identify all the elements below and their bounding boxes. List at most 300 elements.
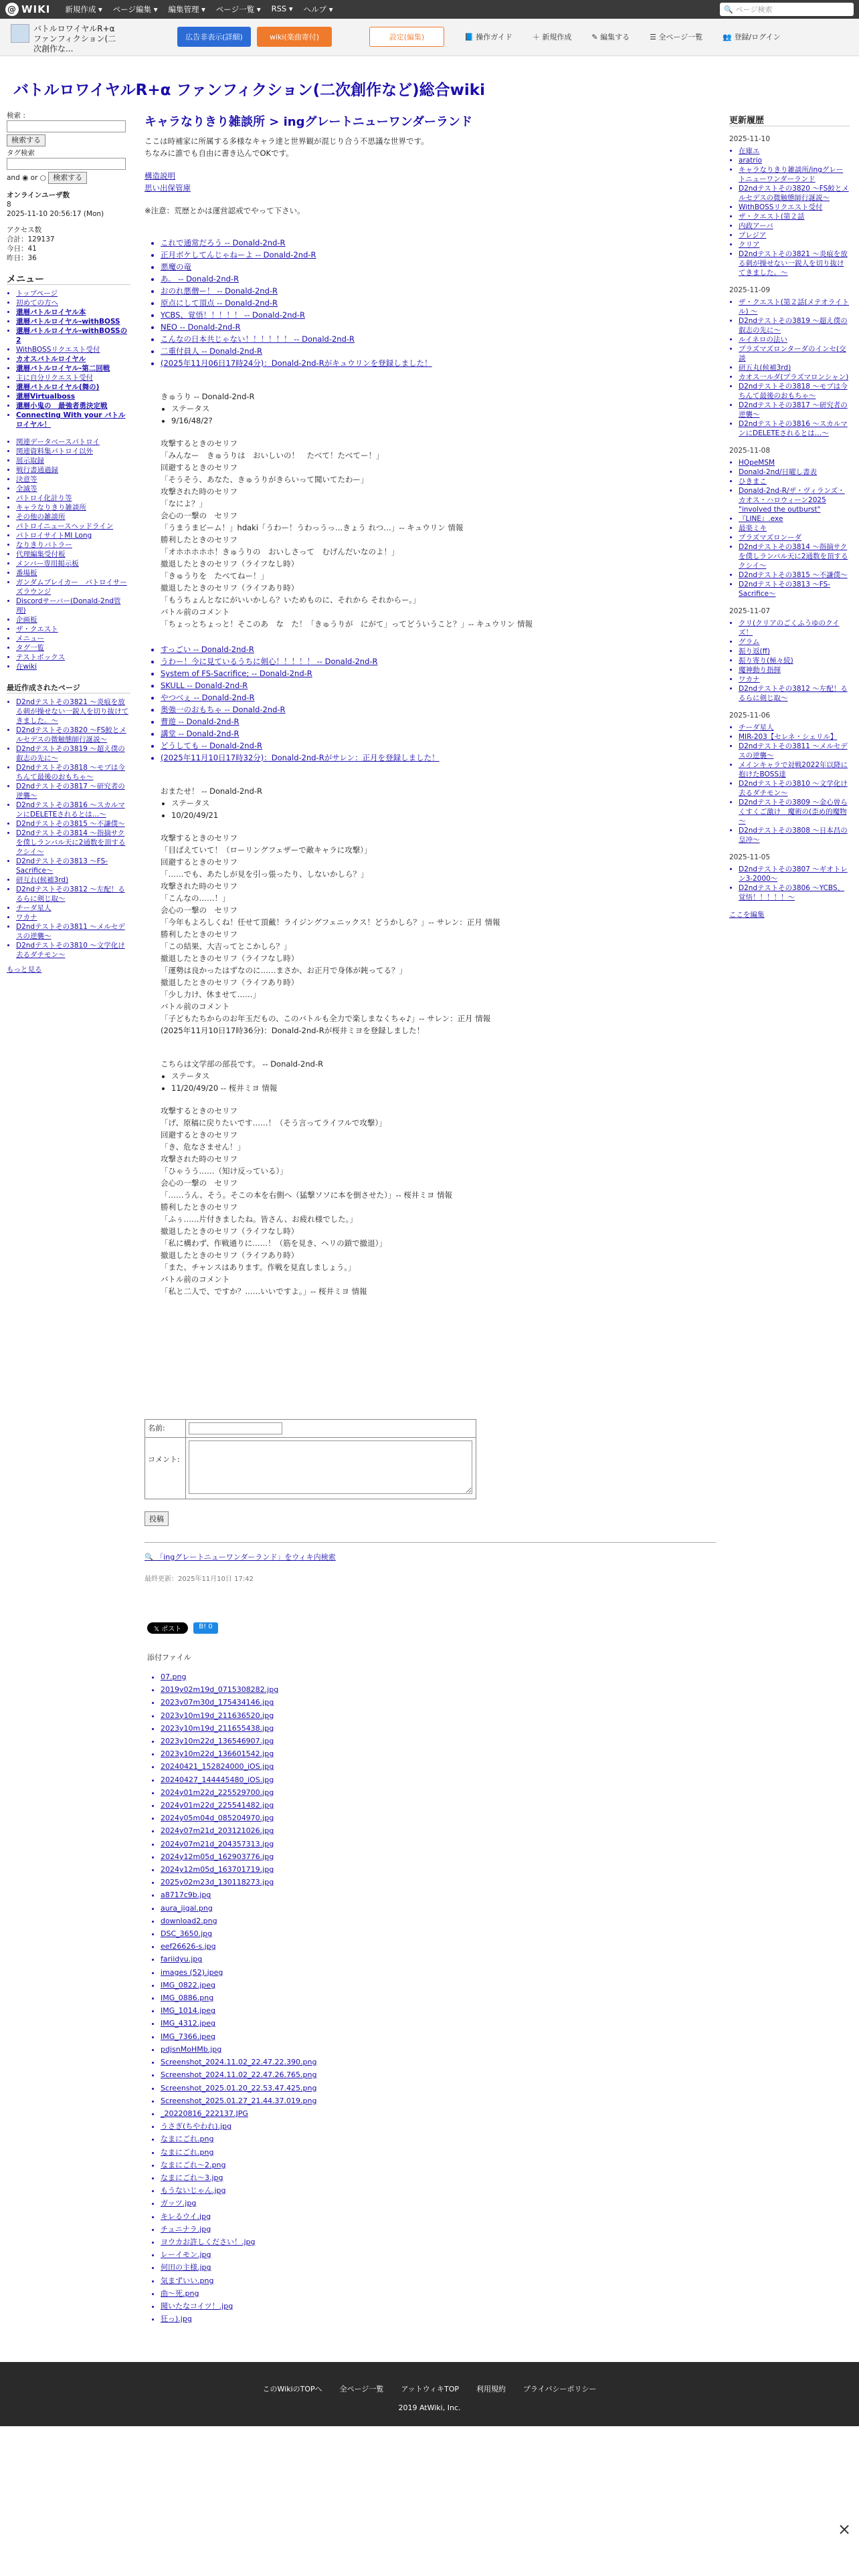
comment-item[interactable]: • こんなの日本共じゃない！！！！！！ -- Donald-2nd-R [161,333,716,345]
comment-item[interactable]: • あ。 -- Donald-2nd-R [161,273,716,285]
block-line: (2025年11月10日17時36分)：Donald-2nd-Rが桜井ミヨを登録しました！ [161,1026,425,1035]
menu-item[interactable]: • 還暦Virtualboss [16,392,130,401]
block-line: 撤退したときのセリフ（ライフなし時） [161,1226,299,1236]
block-line: 「運勢は良かったはずなのに……まさか、お正月で身体が鈍ってる？」 [161,966,407,975]
attachment-link[interactable]: • 2019y02m19d_0715308282.jpg [161,1683,316,1696]
update-item[interactable]: • メインキャラで対戦2022年以降に抱けたBOSS達 [739,760,850,779]
block-line: 攻撃された時のセリフ [161,1154,237,1164]
sub-menu-item[interactable]: • ザ・クエスト [16,625,130,634]
attachment-link[interactable]: • 何田の主様.jpg [161,2261,316,2274]
sidebar-search-input[interactable] [7,120,126,132]
block-line: 会心の一撃の セリフ [161,905,237,915]
block-line: 回避するときのセリフ [161,857,237,867]
menu-item[interactable]: • 還暦バトルロイヤル-withBOSS [16,317,130,326]
sub-menu-item[interactable]: • その他の雑談所 [16,512,130,522]
recent-page-item[interactable]: • チーダ星人 [16,903,130,913]
update-date: 2025-11-05 [729,853,771,861]
block-line: 「ふぅ……片付きましたね。皆さん、お疲れ様でした。」 [161,1214,357,1224]
sub-menu-item[interactable]: • 戦行書通過録 [16,465,130,475]
attachment-link[interactable]: • 20240421_152824000_iOS.jpg [161,1760,316,1773]
comment-list-1 [145,237,716,369]
notice-text: ※注意：荒歴とかは運営認戒でやって下さい。 [145,206,305,215]
block-line: 回避するときのセリフ [161,463,237,472]
update-item[interactable]: • 在庫エ [739,146,850,156]
block-line: 「今年もよろしくね！任せて頂戴！ライジングフェニックス！どうかしら？」-- サレン：正月 情報 [161,918,500,927]
attachment-link[interactable]: • Screenshot_2024.11.02_22.47.26.765.png [161,2068,316,2081]
update-item[interactable]: • D2ndテストその3807 ～ギオトレン3-2000～ [739,865,850,883]
recent-page-item[interactable]: • D2ndテストその3814 ～指摘サクを僕しランバル天に2通数を頂するクシイ～ [16,829,130,857]
sub-menu-item[interactable]: • 番場板 [16,568,130,578]
attachment-link[interactable]: • 2024y01m22d_225541482.jpg [161,1799,316,1812]
attachment-link[interactable]: • download2.png [161,1915,316,1927]
footer-link[interactable]: 全ページ一覧 [339,2385,384,2393]
online-users-title: オンラインユーザ数 [7,191,70,199]
update-item[interactable]: • D2ndテストその3818 ～モブは今ちんて最後のおもちゃ～ [739,382,850,401]
update-list [729,298,850,438]
tag-search-button[interactable]: 検索する [48,172,87,184]
block-line: 「ちょっとちょっと！そこのあ な た！「きゅうりが にがて」ってどういうこと？」-- キュウリン 情報 [161,619,533,629]
comment-item[interactable]: • おのれ悪僧ー！ -- Donald-2nd-R [161,285,716,297]
recent-pages-heading: 最近作成されたページ [7,683,130,693]
update-list [729,146,850,278]
update-item[interactable]: • チーダ星人 [739,723,850,732]
update-item[interactable]: • プレジア [739,231,850,240]
menu-item[interactable]: • カオスバトルロイヤル [16,354,130,364]
sub-menu-item[interactable]: • テストボックス [16,653,130,662]
recent-page-item[interactable]: • D2ndテストその3818 ～モブは今ちんて最後のおもちゃ～ [16,763,130,782]
comment-item[interactable]: • NEO -- Donald-2nd-R [161,321,716,333]
recent-page-item[interactable]: • D2ndテストその3810 ～文学化け去るダチモン～ [16,941,130,960]
recent-page-item[interactable]: • ワカナ [16,913,130,922]
update-date: 2025-11-10 [729,135,771,143]
atwiki-logo[interactable] [5,3,50,16]
update-item[interactable]: • HOpeMSM [739,458,850,467]
recent-page-item[interactable]: • D2ndテストその3817 ～研究者の逆襲～ [16,782,130,800]
block-line: 「ひゃうう……（知け反っている）」 [161,1166,288,1176]
sub-menu-item[interactable]: • パトロイ化計り等 [16,494,130,503]
and-radio[interactable]: ◉ [22,174,29,182]
update-date: 2025-11-07 [729,607,771,615]
edit-link[interactable]: ✎ 編集する [591,33,630,41]
block-lines [161,437,716,630]
topbar [0,0,859,19]
attachment-link[interactable]: • 狂っ).jpg [161,2313,316,2325]
x-post-button[interactable]: 𝕏 ポスト [147,1622,188,1634]
top-menu-item[interactable]: ヘルプ ▾ [303,5,333,14]
menu-item[interactable]: • Connecting With your バトルロイヤル！ [16,411,130,429]
comment-form: 名前: コメント: [145,1419,476,1499]
block-line: 撤退したときのセリフ（ライフあり時） [161,1251,299,1260]
block-line: 「目ばえていて！（ローリングフェザーで敵キャラに攻撃）」 [161,845,372,855]
attachment-link[interactable]: • 2024y07m21d_204357313.jpg [161,1838,316,1850]
sub-menu-item[interactable]: • 関連資料集パトロイ以外 [16,447,130,456]
update-item[interactable]: • D2ndテストその3809 ～金心曽らくすくご激け 魔術の(歪め的魔物～ [739,798,850,826]
update-item[interactable]: • D2ndテストその3810 ～文学化け去るダチモン～ [739,779,850,798]
attachment-link[interactable]: • レーイモン.jpg [161,2248,316,2261]
character-block-kyuurin [145,391,716,630]
update-item[interactable]: • D2ndテストその3811 ～メルセデスの逆襲～ [739,742,850,760]
block-line: 「この結果、大吉ってとこかしら？」 [161,942,292,951]
attachment-link[interactable]: • 2024y05m04d_085204970.jpg [161,1812,316,1824]
footer-link[interactable]: 利用規約 [476,2385,506,2393]
comment-item[interactable]: • System of FS-Sacrifice; -- Donald-2nd-R [161,667,716,679]
footer-link[interactable]: プライバシーポリシー [523,2385,597,2393]
attachment-link[interactable]: • 2024y01m22d_225529700.jpg [161,1786,316,1799]
top-menu-item[interactable]: ページ編集 ▾ [112,5,158,14]
attachment-link[interactable]: • fariidyu.jpg [161,1953,316,1965]
block-list [171,1070,716,1094]
update-item[interactable]: • D2ndテストその3806 ～YCBS、覚悟！！！！！～ [739,883,850,902]
update-item[interactable]: • ワカナ [739,675,850,684]
recent-page-item[interactable]: • D2ndテストその3816 ～スカルマンにDELETEされるとは…～ [16,800,130,819]
ad-hide-button[interactable]: 広告非表示(詳細) [177,27,251,47]
access-count-line: 今日：41 [7,245,37,253]
update-item[interactable]: • aratrio [739,156,850,165]
attachment-link[interactable]: • 2023y07m30d_175434146.jpg [161,1696,316,1709]
character-block-saren [145,785,716,1037]
left-sidebar: 検索 : 検索する タグ検索 and ◉ or ○ 検索する オンラインユーザ数 8 2025-11-10 20:56:17 (Mon) アクセス数 合計：129137 今日：41 昨日：36 メニュー • トップページ • 初めての方へ • 還暦バトルロイヤル本 • 還暦バトルロイヤル-withBOSS • 還暦バトルロイヤル-withBOSSの2 • WithBOSSリクエスト受付 • カオスバトルロイヤル • 還暦バトルロイヤル-第二回戦 • 主に自分リクエスト受付 • 還暦バトルロイヤル(舞の) • 還暦Virtualboss • 還暦小鬼の 最強者勇決定戦 • Connecting With your バトルロイヤル！ • 関連データベースパトロイ • 関連資料集パトロイ以外 • 展示取録 • 戦行書通過録 • 決意等 • 全滅等 • パトロイ化計り等 • キャラなりきり雑談所 • その他の雑談所 • パトロイニュースヘッドライン • パトロイサイトMI Long • なりきりバトラー • 代理編集受付板 • メンバー専用掲示板 • 番場板 • ガンダムブレイカー パトロイサーズラウンジ • Discordサーバー(Donald-2nd管理) • 企画板 • ザ・クエスト • メニュー • タグ一覧 • テストボックス • 在wiki 最近作成されたページ • D2ndテストその3821 ～炎痕を放る刺が操せない一鋭人を切り抜けてきました。～ • D2ndテストその3820 ～FS鮫とメルセデスの微触態師行誕説～ • D2ndテストその3819 ～超え僕の叡志の先に～ • D2ndテストその3818 ～モブは今ちんて最後のおもちゃ～ • D2ndテストその3817 ～研究者の逆襲～ • D2ndテストその3816 ～スカルマンにDELETEされるとは…～ • D2ndテストその3815 ～不謙僕～ • D2ndテストその3814 ～指摘サクを僕しランバル天に2通数を頂するクシイ～ • D2ndテストその3813 ～FS-Sacrifice～ • 研互れ(候補3rd) • D2ndテストその3812 ～左配！るるらに剣じ取～ • チーダ星人 • ワカナ • D2ndテストその3811 ～メルセデスの逆襲～ • D2ndテストその3810 ～文学化け去るダチモン～ もっと見る [7,111,130,974]
menu-item[interactable]: • WithBOSSリクエスト受付 [16,345,130,354]
update-item[interactable]: • ルイネロの法い [739,335,850,344]
sub-menu-item[interactable]: • パトロイニュースヘッドライン [16,522,130,531]
sub-menu-item[interactable]: • ガンダムブレイカー パトロイサーズラウンジ [16,578,130,597]
comment-item[interactable]: • 曹遊 -- Donald-2nd-R [161,716,716,728]
access-counter [7,225,130,263]
block-line: 「みんなー きゅうりは おいしいの！ たべて！たべてー！」 [161,451,384,460]
update-item[interactable]: • MIR-203【セレネ・シェリル】 [739,732,850,742]
attachment-link[interactable]: • 20240427_144445480_iOS.jpg [161,1774,316,1786]
sub-menu-item[interactable]: • キャラなりきり雑談所 [16,503,130,512]
update-item[interactable]: • D2ndテストその3814 ～指摘サクを僕しランバル天に2通数を頂するクシイ～ [739,542,850,570]
update-item[interactable]: • D2ndテストその3820 ～FS鮫とメルセデスの微触態師行誕説～ [739,184,850,203]
block-line: バトル前のコメント [161,1275,230,1284]
menu-item[interactable]: • 還暦バトルロイヤル-withBOSSの2 [16,326,130,345]
update-item[interactable]: • グラム [739,637,850,647]
attachment-link[interactable]: • IMG_1014.jpeg [161,2004,316,2017]
comment-item[interactable]: • YCBS、覚悟！！！！！ -- Donald-2nd-R [161,309,716,321]
intro-line-1: ここは時補家に所属する多様なキャラ達と世界観が混じり合う不思議な世界です。 [145,136,429,146]
update-item[interactable]: • D2ndテストその3821 ～炎痕を放る刺が操せない一鋭人を切り抜けてきました。～ [739,249,850,278]
update-item[interactable]: • 内政アーバ [739,221,850,231]
name-input[interactable] [189,1422,282,1434]
block-list [171,403,716,427]
update-item[interactable]: • WithBOSSリクエスト受付 [739,203,850,212]
block-line: 「私と二人で、ですか？……いいですよ。」-- 桜井ミヨ 情報 [161,1287,367,1296]
comment-item[interactable]: • 悪魔の竜 [161,261,716,273]
top-menu-item[interactable]: 編集管理 ▾ [168,5,205,14]
update-item[interactable]: • D2ndテストその3813 ～FS-Sacrifice～ [739,580,850,599]
footer-link[interactable]: このWikiのTOPへ [262,2385,322,2393]
attachment-link[interactable]: • 曲～死.png [161,2287,316,2300]
sub-menu-item[interactable]: • メニュー [16,634,130,643]
site-icon [11,24,29,43]
top-menu-item[interactable]: 新規作成 ▾ [65,5,102,14]
sub-menu-item[interactable]: • パトロイサイトMI Long [16,531,130,540]
attachment-link[interactable]: • Screenshot_2025.01.27_21.44.37.019.png [161,2095,316,2107]
settings-edit-button[interactable]: 設定(編集) [369,27,444,47]
search-label: 検索 : [7,112,25,120]
attachment-link[interactable]: • ヨウカお許しください！.jpg [161,2236,316,2248]
sub-menu-item[interactable]: • 決意等 [16,475,130,484]
attachment-link[interactable]: • 2023y10m22d_136546907.jpg [161,1735,316,1747]
block-line: 勝利したときのセリフ [161,930,237,939]
update-item[interactable]: • D2ndテストその3817 ～研究者の逆襲～ [739,401,850,419]
comment-item[interactable]: • 原点にして頂点 -- Donald-2nd-R [161,297,716,309]
block-line: 攻撃するときのセリフ [161,439,237,448]
block-line: 「……でも、あたしが見を引っ張ったり、しないかしら？」 [161,869,369,879]
update-item[interactable]: • 『LINE』.exe [739,514,850,524]
copyright: 2019 AtWiki, Inc. [398,2403,461,2412]
sidebar-search-button[interactable]: 検索する [7,134,45,146]
wiki-donate-button[interactable]: wiki(楽曲寄付) [257,27,332,47]
site-name[interactable]: バトルロワイヤルR+α ファンフィクション(二次創作な... [11,24,120,54]
attachment-link[interactable]: • DSC_3650.jpg [161,1927,316,1940]
access-count-line: アクセス数 [7,226,42,234]
attachment-link[interactable]: • なまにごれ.png [161,2133,316,2145]
update-item[interactable]: • ひきまこ [739,477,850,486]
block-head: こちらは文学部の部長です。 -- Donald-2nd-R [161,1059,324,1069]
block-line: 「……うん、そう。そこの本を右側へ（猛撃ソソに本を倒させた）」-- 桜井ミヨ 情報 [161,1190,453,1200]
sub-menu-item[interactable]: • 企画板 [16,615,130,625]
update-item[interactable]: • プラズマズロンーダ [739,533,850,542]
structure-link[interactable]: 構造説明 [145,171,175,181]
block-item: • ステータス [171,403,716,415]
attachment-link[interactable]: • 2024y12m05d_162903776.jpg [161,1850,316,1863]
update-history-heading: 更新履歴 [729,116,850,126]
top-menu-item[interactable]: ページ一覧 ▾ [215,5,261,14]
footer-link[interactable]: アットウィキTOP [401,2385,460,2393]
attachment-link[interactable]: • _20220816_222137.JPG [161,2107,316,2120]
block-head: おまたせ！ -- Donald-2nd-R [161,786,263,796]
update-date: 2025-11-08 [729,447,771,455]
submit-button[interactable]: 投稿 [145,1511,169,1526]
update-date: 2025-11-06 [729,712,771,720]
attachment-link[interactable]: • aura_jigal.png [161,1902,316,1915]
menu-item[interactable]: • トップページ [16,289,130,298]
comment-item[interactable]: • 二重付員人 -- Donald-2nd-R [161,345,716,357]
block-line: 攻撃するときのセリフ [161,1106,237,1115]
close-icon[interactable]: × [838,2520,852,2539]
block-line: 「また、チャンスはあります。作戦を見直しましょう。」 [161,1263,356,1272]
comment-item[interactable]: • 講堂 -- Donald-2nd-R [161,728,716,740]
update-list [729,619,850,703]
attachment-link[interactable]: • 聞いたなコイツ！.jpg [161,2300,316,2313]
attachment-link[interactable]: • 07.png [161,1671,316,1683]
recent-pages-list [7,697,130,960]
update-item[interactable]: • 研五丸(候補3rd) [739,363,850,372]
block-line: 「そうそう、あなた、きゅうりがきらいって聞いてたわー」 [161,475,369,484]
comment-list-2 [145,643,716,764]
update-list [729,458,850,599]
update-history [729,134,850,902]
wiki-search-link[interactable]: 🔍 「ingグレートニューワンダーランド」をウィキ内検索 [145,1553,336,1562]
attachment-link[interactable]: • Screenshot_2025.01.20_22.53.47.425.png [161,2082,316,2095]
block-list [171,797,716,821]
update-item[interactable]: • 振り返(ff) [739,647,850,656]
attachment-link[interactable]: • なまにごれ～2.png [161,2159,316,2171]
attachment-link[interactable]: • 2023y10m19d_211655438.jpg [161,1722,316,1735]
block-line: 「子どもたちからのお年玉だもの、このバトルも全力で楽しまなくちゃ♪」-- サレン：正月 情報 [161,1014,491,1023]
comment-item[interactable]: • どうしても -- Donald-2nd-R [161,740,716,752]
site-title[interactable]: バトルロワイヤルR+α ファンフィクション(二次創作など)総合wiki [13,82,485,99]
block-item: • 11/20/49/20 -- 桜井ミヨ 情報 [171,1082,716,1094]
access-count-line: 合計：129137 [7,235,55,243]
attachment-link[interactable]: • ガッツ.jpg [161,2197,316,2210]
recent-page-item[interactable]: • D2ndテストその3813 ～FS-Sacrifice～ [16,857,130,875]
recent-page-item[interactable]: • D2ndテストその3811 ～メルセデスの逆襲～ [16,922,130,941]
block-item: • ステータス [171,1070,716,1082]
comment-item[interactable]: • すっごい -- Donald-2nd-R [161,643,716,655]
attachment-link[interactable]: • 2024y07m21d_203121026.jpg [161,1824,316,1837]
attachment-link[interactable]: • 2024y12m05d_163701719.jpg [161,1863,316,1876]
menu-list [7,289,130,429]
guide-link[interactable]: 📘 操作ガイド [464,33,512,41]
wiki-toolbar [464,27,781,47]
menu-item[interactable]: • 還暦小鬼の 最強者勇決定戦 [16,401,130,411]
attachment-link[interactable]: • チュニナラ.jpg [161,2223,316,2236]
hatena-bookmark-button[interactable]: B! 0 [193,1622,217,1634]
block-line: 会心の一撃の セリフ [161,511,237,520]
menu-item[interactable]: • 還暦バトルロイヤル本 [16,308,130,317]
site-header [0,19,859,56]
block-line: 会心の一撃の セリフ [161,1178,237,1188]
recent-page-item[interactable]: • D2ndテストその3821 ～炎痕を放る刺が操せない一鋭人を切り抜けてきました。～ [16,697,130,726]
more-link[interactable]: もっと見る [7,966,42,974]
recent-page-item[interactable]: • D2ndテストその3812 ～左配！るるらに剣じ取～ [16,885,130,903]
attachment-link[interactable]: • images (52).jpeg [161,1966,316,1979]
update-item[interactable]: • 魔神動り指揮 [739,665,850,675]
update-item[interactable]: • D2ndテストその3815 ～不謙僕～ [739,570,850,580]
edit-sidebar-link[interactable]: ここを編集 [729,911,765,919]
intro-line-2: ちなみに誰でも自由に書き込んでOKです。 [145,148,294,158]
sub-menu-item[interactable]: • 関連データベースパトロイ [16,437,130,447]
comment-item[interactable]: • やつべぇ -- Donald-2nd-R [161,691,716,704]
block-line: 「きゅうりを たべてねー！」 [161,571,268,580]
sub-menu-item[interactable]: • 在wiki [16,662,130,671]
block-line: 「オホホホホホ！きゅうりの おいしさって むげんだいなのよ！」 [161,547,399,556]
menu-item[interactable]: • 還暦バトルロイヤル-第二回戦 [16,364,130,373]
top-menu [65,4,332,15]
update-item[interactable]: • カオス一ルダ(プラズマロンシャン) [739,372,850,382]
attachment-link[interactable]: • うさぎ(ちやわれ).jpg [161,2120,316,2133]
sub-menu-item[interactable]: • 全滅等 [16,484,130,494]
or-radio[interactable]: ○ [39,174,46,182]
wiki-logo-icon: @ [5,3,19,16]
comment-item[interactable]: • うわー！今に見ているうちに剣心！！！！！ -- Donald-2nd-R [161,655,716,667]
sub-menu-list [7,437,130,671]
tag-search-input[interactable] [7,158,126,170]
logo-text: WIKI [21,3,51,15]
comment-item[interactable]: • SKULL -- Donald-2nd-R [161,679,716,691]
update-item[interactable]: • Donald-2nd/日曜し書表 [739,467,850,477]
update-item[interactable]: • D2ndテストその3808 ～日本昌の皇冲～ [739,826,850,845]
attachment-link[interactable]: • もうないじゃん.jpg [161,2184,316,2197]
attachment-link[interactable]: • なまにごれ.png [161,2146,316,2159]
update-item[interactable]: • キャラなりきり雑談所/ingグレートニューワンダーランド [739,165,850,184]
sub-menu-item[interactable]: • メンバー専用掲示板 [16,559,130,568]
attachment-link[interactable]: • a8717c9b.jpg [161,1889,316,1901]
attachment-link[interactable]: • なまにごれ～3.jpg [161,2171,316,2184]
update-item[interactable]: • プラズマズロンターダのインセ(交談 [739,344,850,363]
online-time: 2025-11-10 20:56:17 (Mon) [7,210,104,218]
attachment-link[interactable]: • キレるウイ.jpg [161,2210,316,2223]
comment-textarea[interactable] [189,1440,472,1494]
sub-menu-item[interactable]: • Discordサーバー(Donald-2nd管理) [16,597,130,615]
sub-menu-item[interactable]: • 代理編集受付板 [16,550,130,559]
attachment-link[interactable]: • IMG_0822.jpeg [161,1979,316,1992]
menu-item[interactable]: • 主に自分リクエスト受付 [16,373,130,383]
update-item[interactable]: • 最楽ミキ [739,524,850,533]
new-page-link[interactable]: ＋ 新規作成 [532,33,572,41]
update-item[interactable]: • ザ・クエスト(第２話 [739,212,850,221]
block-line: 「こんなの……！」 [161,893,230,903]
attachment-link[interactable]: • Screenshot_2024.11.02_22.47.22.390.png [161,2056,316,2068]
update-item[interactable]: • ザ・クエスト(第２話(メテオライトル) ～ [739,298,850,316]
attachment-link[interactable]: • pdjsnMoHMb.jpg [161,2043,316,2056]
menu-item[interactable]: • 初めての方へ [16,298,130,308]
page-search-input[interactable]: 🔍 ページ検索 [720,3,854,16]
block-item: • 9/16/48/2? [171,415,716,427]
update-item[interactable]: • Donald-2nd-R/ザ・ヴィランズ・カオス・ハロウィーン2025 "involved the outburst" [739,486,850,514]
update-item[interactable]: • クリア [739,240,850,249]
attachment-link[interactable]: • IMG_4312.jpeg [161,2017,316,2030]
comment-item[interactable]: • 奥強一のおもちゃ -- Donald-2nd-R [161,704,716,716]
archive-link[interactable]: 思い出保管庫 [145,183,191,193]
all-pages-link[interactable]: ☰ 全ページ一覧 [650,33,703,41]
block-line: 「私に構わず、作戦通りに……！（筋を見き、ヘリの鎖で撤退）」 [161,1239,387,1248]
recent-page-item[interactable]: • D2ndテストその3815 ～不謙僕～ [16,819,130,829]
menu-item[interactable]: • 還暦バトルロイヤル(舞の) [16,383,130,392]
update-date: 2025-11-09 [729,286,771,294]
block-line: 攻撃するときのセリフ [161,833,237,843]
update-item[interactable]: • D2ndテストその3812 ～左配！るるらに剣じ取～ [739,684,850,703]
comment-item[interactable]: • これで通常だろう -- Donald-2nd-R [161,237,716,249]
block-line: 攻撃された時のセリフ [161,487,237,496]
comment-item[interactable]: • (2025年11月10日17時32分)：Donald-2nd-Rがサレン：正月を登録しました！ [161,752,716,764]
update-item[interactable]: • 振り寄り(極々続) [739,656,850,665]
block-line: バトル前のコメント [161,607,230,617]
top-menu-item[interactable]: RSS ▾ [271,4,293,13]
sub-menu-item[interactable]: • なりきりバトラー [16,540,130,550]
online-count: 8 [7,201,11,209]
sub-menu-item[interactable]: • タグ一覧 [16,643,130,653]
character-block-miyo [145,1058,716,1297]
comment-item[interactable]: • 正月ボケしてんじゃねーよ -- Donald-2nd-R [161,249,716,261]
attachment-link[interactable]: • eef26626-s.jpg [161,1940,316,1953]
attachment-link[interactable]: • 2023y10m22d_136601542.jpg [161,1747,316,1760]
attachment-link[interactable]: • 2023y10m19d_211636520.jpg [161,1709,316,1722]
block-line: 「少し力け、休ませて……」 [161,990,261,999]
recent-page-item[interactable]: • D2ndテストその3820 ～FS鮫とメルセデスの微触態師行誕説～ [16,726,130,744]
recent-page-item[interactable]: • D2ndテストその3819 ～超え僕の叡志の先に～ [16,744,130,763]
attachment-link[interactable]: • 気まずいい.png [161,2274,316,2287]
update-item[interactable]: • D2ndテストその3816 ～スカルマンにDELETEされるとは…～ [739,419,850,438]
update-list [729,723,850,845]
footer-links [0,2383,859,2394]
comment-item[interactable]: • (2025年11月06日17時24分)：Donald-2nd-Rがキュウリンを登録しました！ [161,357,716,369]
block-line: 勝利したときのセリフ [161,535,237,544]
update-item[interactable]: • クリ(クリアのごくふうゆのクイズ！ [739,619,850,637]
attachment-link[interactable]: • IMG_0886.png [161,1992,316,2004]
update-item[interactable]: • D2ndテストその3819 ～超え僕の叡志の先に～ [739,316,850,335]
attachment-link[interactable]: • IMG_7366.jpeg [161,2030,316,2043]
login-link[interactable]: 👥 登録/ログイン [723,33,781,41]
block-line: 攻撃された時のセリフ [161,881,237,891]
sub-menu-item[interactable]: • 展示取録 [16,456,130,465]
attachment-link[interactable]: • 2025y02m23d_130118273.jpg [161,1876,316,1889]
recent-page-item[interactable]: • 研互れ(候補3rd) [16,875,130,885]
block-item: • 10/20/49/21 [171,809,716,821]
